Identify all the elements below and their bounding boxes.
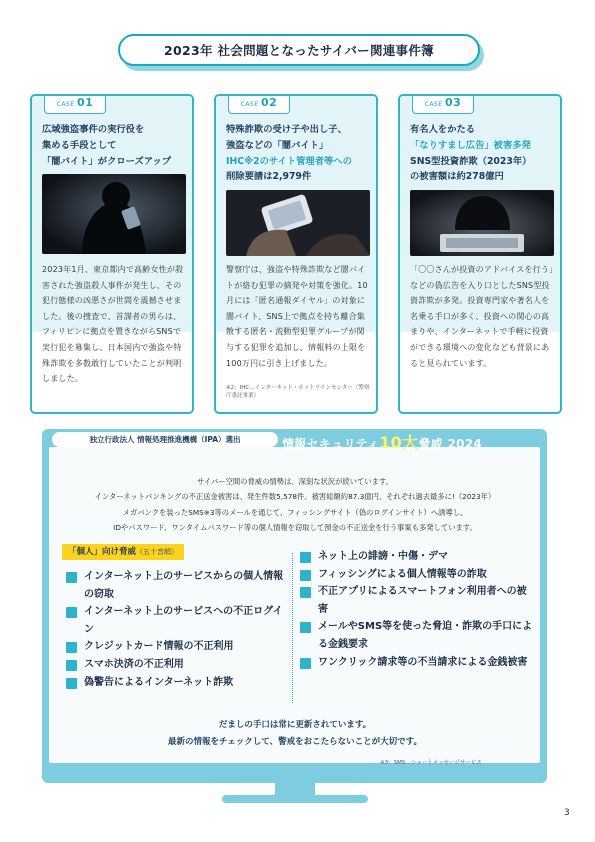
threat-label: ネット上の誹謗・中傷・デマ xyxy=(318,551,448,562)
threat-label: インターネット上のサービスからの個人情報の窃取 xyxy=(84,571,284,600)
square-bullet-icon xyxy=(300,622,311,633)
threat-item xyxy=(66,674,290,692)
headline-line: IHC※2のサイト管理者等への xyxy=(226,155,352,167)
threat-item xyxy=(66,638,290,656)
threat-label: 偽警告によるインターネット詐欺 xyxy=(84,676,234,688)
ten-threats-suffix: 脅威 xyxy=(418,437,443,451)
case-tag-number: 02 xyxy=(261,96,278,109)
ten-threats-prefix: 情報セキュリティ xyxy=(282,437,380,451)
headline-line: 広域強盗事件の実行役を xyxy=(42,124,145,135)
threat-list-right xyxy=(300,548,536,671)
headline-line: SNS型投資詐欺（2023年） xyxy=(410,155,532,167)
threat-item xyxy=(66,603,290,638)
headline-line: 削除要請は2,979件 xyxy=(226,171,312,183)
headline-line: の被害額は約278億円 xyxy=(410,171,504,183)
case-card-2 xyxy=(214,94,378,414)
closing-line: だましの手口は常に更新されています。 xyxy=(218,720,372,730)
case-photo-phone-silhouette xyxy=(42,174,186,254)
ten-threats-heading xyxy=(282,430,482,450)
threat-item xyxy=(300,583,536,618)
headline-line: 有名人をかたる xyxy=(410,124,476,135)
personal-threats-label: 「個人」向け脅威 xyxy=(68,547,137,557)
ipa-org-label: 独立行政法人 情報処理推進機構（IPA）選出 xyxy=(52,432,278,447)
ten-threats-year: 2024 xyxy=(447,437,483,451)
headline-line: 「なりすまし広告」被害多発 xyxy=(410,139,531,151)
case-card-1 xyxy=(30,94,194,414)
column-divider xyxy=(292,553,293,703)
threat-item xyxy=(300,566,536,584)
square-bullet-icon xyxy=(66,660,77,671)
case-body: 警察庁は、強盗や特殊詐欺など闇バイトが絡む犯罪の摘発や対策を強化。10月には「匿名通報ダイヤル」の対象に闇バイト、SNS上で拠点を持ち離合集散する匿名・流動型犯罪グループが関与する犯罪を追加し、情報料の上限を100万円に引き上げました。 xyxy=(226,265,368,368)
threat-item xyxy=(300,548,536,566)
threat-label: メールやSMS等を使った脅迫・詐欺の手口による金銭要求 xyxy=(318,621,533,650)
personal-threats-sub: （五十音順） xyxy=(136,548,179,556)
headline-line: 「闇バイト」がクローズアップ xyxy=(42,155,172,167)
square-bullet-icon xyxy=(300,658,311,669)
square-bullet-icon xyxy=(300,552,311,563)
section-title xyxy=(118,34,480,70)
threat-item xyxy=(66,568,290,603)
case-photo-laptop-hooded xyxy=(410,190,554,256)
case-tag xyxy=(228,94,290,114)
case-tag xyxy=(44,94,106,114)
square-bullet-icon xyxy=(66,572,77,583)
case-headline xyxy=(42,122,190,169)
threat-list-left xyxy=(66,568,290,691)
intro-line: IDやパスワード、ワンタイムパスワード等の個人情報を窃取して預金の不正送金を行う事案も多発しています。 xyxy=(113,522,477,532)
square-bullet-icon xyxy=(300,587,311,598)
headline-line: 集める手段として xyxy=(42,139,117,151)
ten-threats-number: 10大 xyxy=(379,433,419,452)
threat-item xyxy=(300,654,536,672)
threat-label: ワンクリック請求等の不当請求による金銭被害 xyxy=(318,656,528,668)
threat-label: スマホ決済の不正利用 xyxy=(84,658,184,670)
intro-text xyxy=(56,474,534,535)
page-title: 2023年 社会問題となったサイバー関連事件簿 xyxy=(118,34,480,66)
headline-line: 強盗などの「闇バイト」 xyxy=(226,139,329,151)
personal-threats-tag xyxy=(62,544,184,560)
threat-label: フィッシングによる個人情報等の詐取 xyxy=(318,568,487,580)
case-tag xyxy=(412,94,474,114)
case-card-3 xyxy=(398,94,562,414)
square-bullet-icon xyxy=(300,570,311,581)
threat-label: インターネット上のサービスへの不正ログイン xyxy=(84,606,283,635)
sms-footnote: ※3：SMS…ショートメッセージサービス xyxy=(380,760,482,766)
case-headline xyxy=(410,122,558,185)
headline-line: 特殊詐欺の受け子や出し子、 xyxy=(226,124,347,135)
case-tag-prefix: CASE xyxy=(424,101,443,108)
case-tag-prefix: CASE xyxy=(56,101,75,108)
square-bullet-icon xyxy=(66,607,77,618)
case-tag-number: 01 xyxy=(77,96,94,109)
intro-line: サイバー空間の脅威の情勢は、深刻な状況が続いています。 xyxy=(197,477,393,486)
intro-line: メガバンクを装ったSMS※3等のメールを通じて、フィッシングサイト（偽のログインサイト）へ誘導し、 xyxy=(122,507,468,517)
threat-label: 不正アプリによるスマートフォン利用者への被害 xyxy=(318,586,527,615)
square-bullet-icon xyxy=(66,642,77,653)
square-bullet-icon xyxy=(66,678,77,689)
case-footnote: ※2：IHC…インターネット・ホットラインセンター（警察庁委託事業） xyxy=(226,385,370,399)
case-body: 「〇〇さんが投資のアドバイスを行う」などの偽広告を入り口としたSNS型投資詐欺が多発。投資専門家や著名人を名乗る手口が多く、投資への関心の高まりや、インターネットで手軽に投資ができる環境への変化なども背景にあると見られています。 xyxy=(410,265,554,368)
closing-line: 最新の情報をチェックして、警戒をおこたらないことが大切です。 xyxy=(168,737,422,747)
monitor-stand-base xyxy=(222,795,368,803)
closing-message xyxy=(56,717,534,751)
case-body: 2023年1月、東京都内で高齢女性が殺害された強盗殺人事件が発生し、その犯行態様の凶悪さが世間を震撼させました。後の捜査で、首謀者の男らは、フィリピンに拠点を置きながらSNSで実行犯を募集し、日本国内で強盗や特殊詐欺を多数敢行していたことが判明しました。 xyxy=(42,265,184,384)
case-tag-prefix: CASE xyxy=(240,101,259,108)
case-tag-number: 03 xyxy=(445,96,462,109)
threat-item xyxy=(300,618,536,653)
threat-item xyxy=(66,656,290,674)
intro-line: インターネットバンキングの不正送金被害は、発生件数5,578件、被害総額約87.3億円、それぞれ過去最多に!（2023年） xyxy=(94,492,496,502)
case-photo-smartphone-hands xyxy=(226,190,370,256)
threat-label: クレジットカード情報の不正利用 xyxy=(84,641,234,653)
case-headline xyxy=(226,122,374,185)
page-number: 3 xyxy=(564,808,570,818)
